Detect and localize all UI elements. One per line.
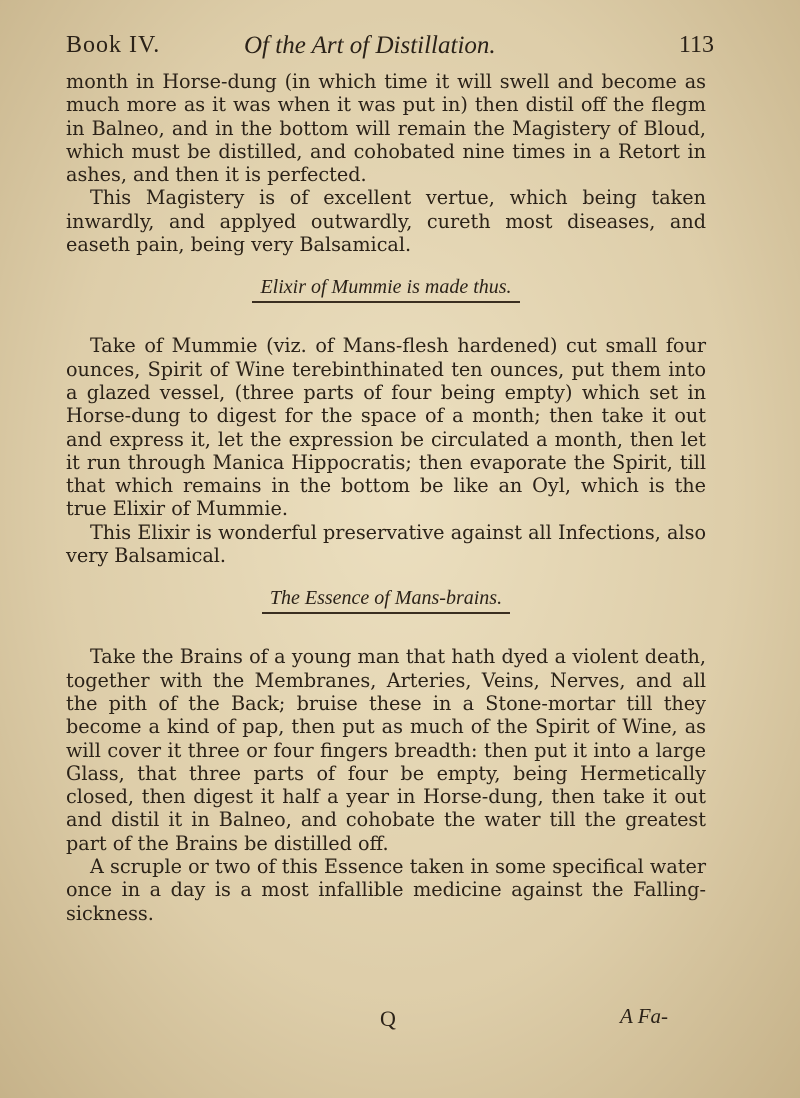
paragraph-essence-recipe: Take the Brains of a young man that hath dyed a violent death, together with the Membranes, Arteries, Veins, Nerves, and all the pith of the Back; bruise these in a Stone-mortar till they become a kind of pap, then put as much of the Spirit of Wine, as will cover it three or four fingers breadth: then put it into a large Glass, that three parts of four be empty, being Hermetically closed, then digest it half a year in Horse-dung, then take it out and distil it in Balneo, and cohobate the water till the greatest part of the Brains be distilled off. (66, 645, 706, 855)
paragraph-elixir-recipe: Take of Mummie (viz. of Mans-flesh hardened) cut small four ounces, Spirit of Wine terebinthinated ten ounces, put them into a glazed vessel, (three parts of four being empty) which set in Horse-dung to digest for the space of a month; then take it out and express it, let the expression be circulated a month, then let it run through Manica Hippocratis; then evaporate the Spirit, till that which remains in the bottom be like an Oyl, which is the true Elixir of Mummie. (66, 334, 706, 521)
page-footer (0, 1000, 800, 1040)
signature-mark: Q (380, 1006, 396, 1031)
paragraph-magistery-vertue: This Magistery is of excellent vertue, which being taken inwardly, and applyed outwardly, cureth most diseases, and easeth pain, being very Balsamical. (66, 186, 706, 257)
running-head (66, 30, 714, 70)
page-number: 113 (678, 32, 714, 58)
heading-essence-of-mans-brains: The Essence of Mans-brains. (262, 587, 510, 614)
catchword: A Fa- (620, 1004, 669, 1028)
heading-elixir-of-mummie: Elixir of Mummie is made thus. (252, 276, 519, 303)
section-heading-essence (66, 587, 706, 645)
paragraph-elixir-vertue: This Elixir is wonderful preservative against all Infections, also very Balsamical. (66, 520, 706, 568)
paragraph-essence-use: A scruple or two of this Essence taken in some specifical water once in a day is a most infallible medicine against the Falling-sickness. (66, 855, 706, 925)
paragraph-magistery-of-bloud: month in Horse-dung (in which time it will swell and become as much more as it was when it was put in) then distil off the flegm in Balneo, and in the bottom will remain the Magistery of Bloud, which must be distilled, and cohobated nine times in a Retort in ashes, and then it is perfected. (66, 70, 706, 187)
running-title: Of the Art of Distillation. (244, 32, 496, 59)
book-number: Book IV. (66, 32, 161, 58)
section-heading-elixir (66, 276, 706, 334)
